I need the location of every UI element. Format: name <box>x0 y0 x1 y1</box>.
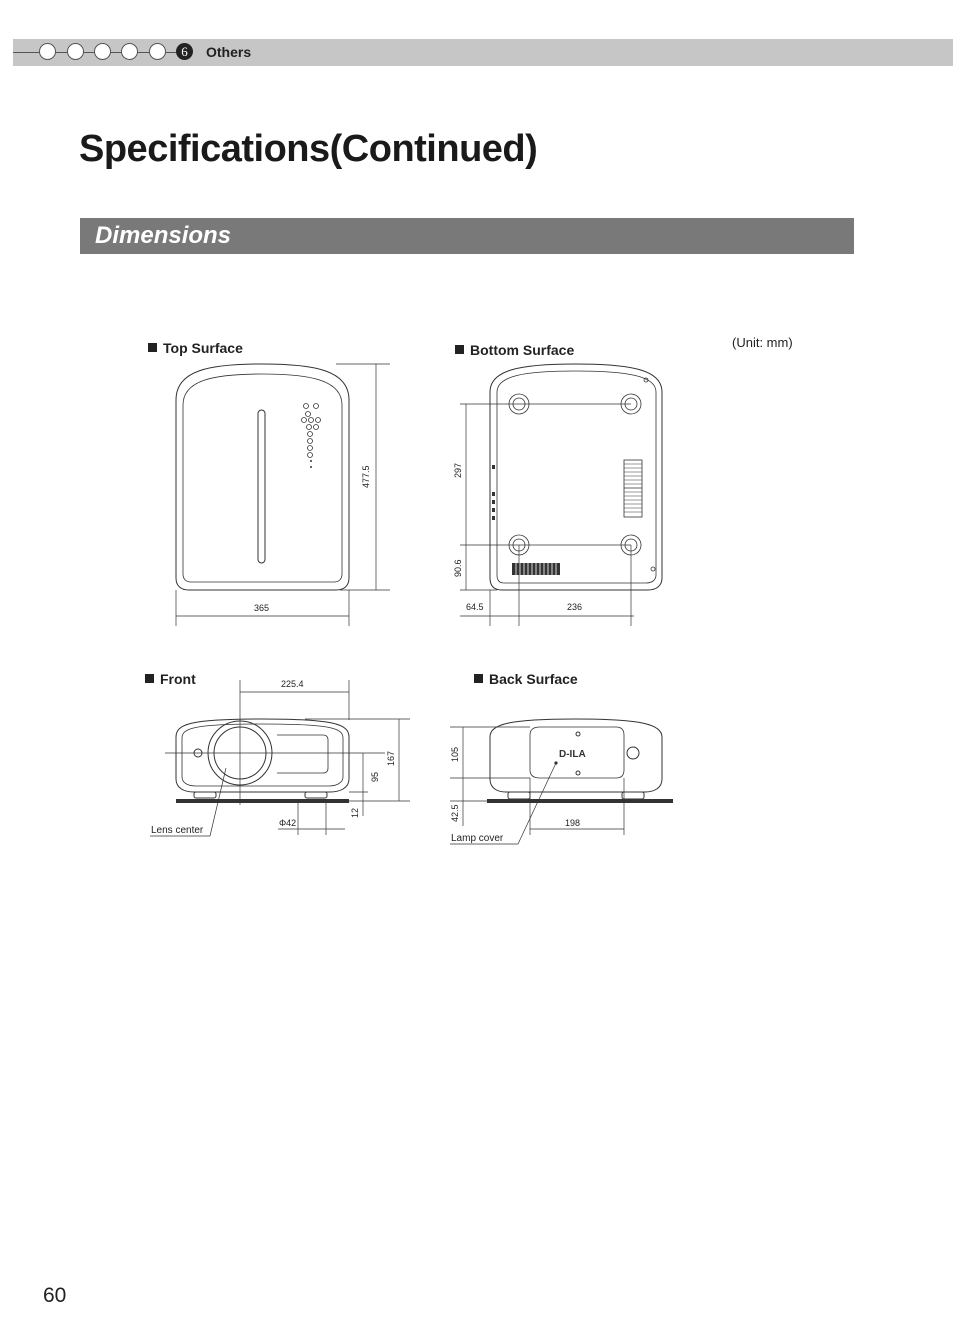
unit-note: (Unit: mm) <box>732 335 793 350</box>
front-lens-offset-dim: 225.4 <box>281 679 304 689</box>
front-label: Front <box>145 671 196 687</box>
back-cover-offset-dim: 42.5 <box>450 804 460 822</box>
top-surface-label: Top Surface <box>148 340 243 356</box>
bottom-foot-span-x-dim: 236 <box>567 602 583 612</box>
back-surface-drawing <box>450 719 673 844</box>
bottom-surface-label: Bottom Surface <box>455 342 574 358</box>
chapter-label: Others <box>206 44 252 60</box>
dila-logo: D-ILA <box>559 749 586 760</box>
bottom-foot-offset-y-dim: 90.6 <box>453 559 463 577</box>
back-cover-width-dim: 198 <box>565 818 581 828</box>
front-lens-diameter-dim: Φ42 <box>279 818 297 828</box>
page-title: Specifications(Continued) <box>79 128 538 170</box>
bottom-foot-span-y-dim: 297 <box>453 462 463 478</box>
top-surface-drawing <box>176 364 390 626</box>
chapter-number-badge: 6 <box>176 43 193 60</box>
front-height-dim: 167 <box>386 750 396 766</box>
lamp-cover-pointer-dot <box>554 761 557 764</box>
back-cover-height-dim: 105 <box>450 746 460 762</box>
lamp-cover-label: Lamp cover <box>451 833 504 844</box>
lens-center-label: Lens center <box>151 825 204 836</box>
front-foot-height-dim: 12 <box>350 807 360 818</box>
front-drawing <box>150 680 410 836</box>
bottom-foot-offset-x-dim: 64.5 <box>466 602 484 612</box>
section-title: Dimensions <box>95 222 232 249</box>
page-number: 60 <box>43 1284 67 1307</box>
bottom-surface-drawing <box>460 364 662 626</box>
front-lens-height-dim: 95 <box>370 771 380 782</box>
back-surface-label: Back Surface <box>474 671 578 687</box>
top-width-dim: 365 <box>254 603 270 613</box>
top-depth-dim: 477.5 <box>361 465 371 488</box>
